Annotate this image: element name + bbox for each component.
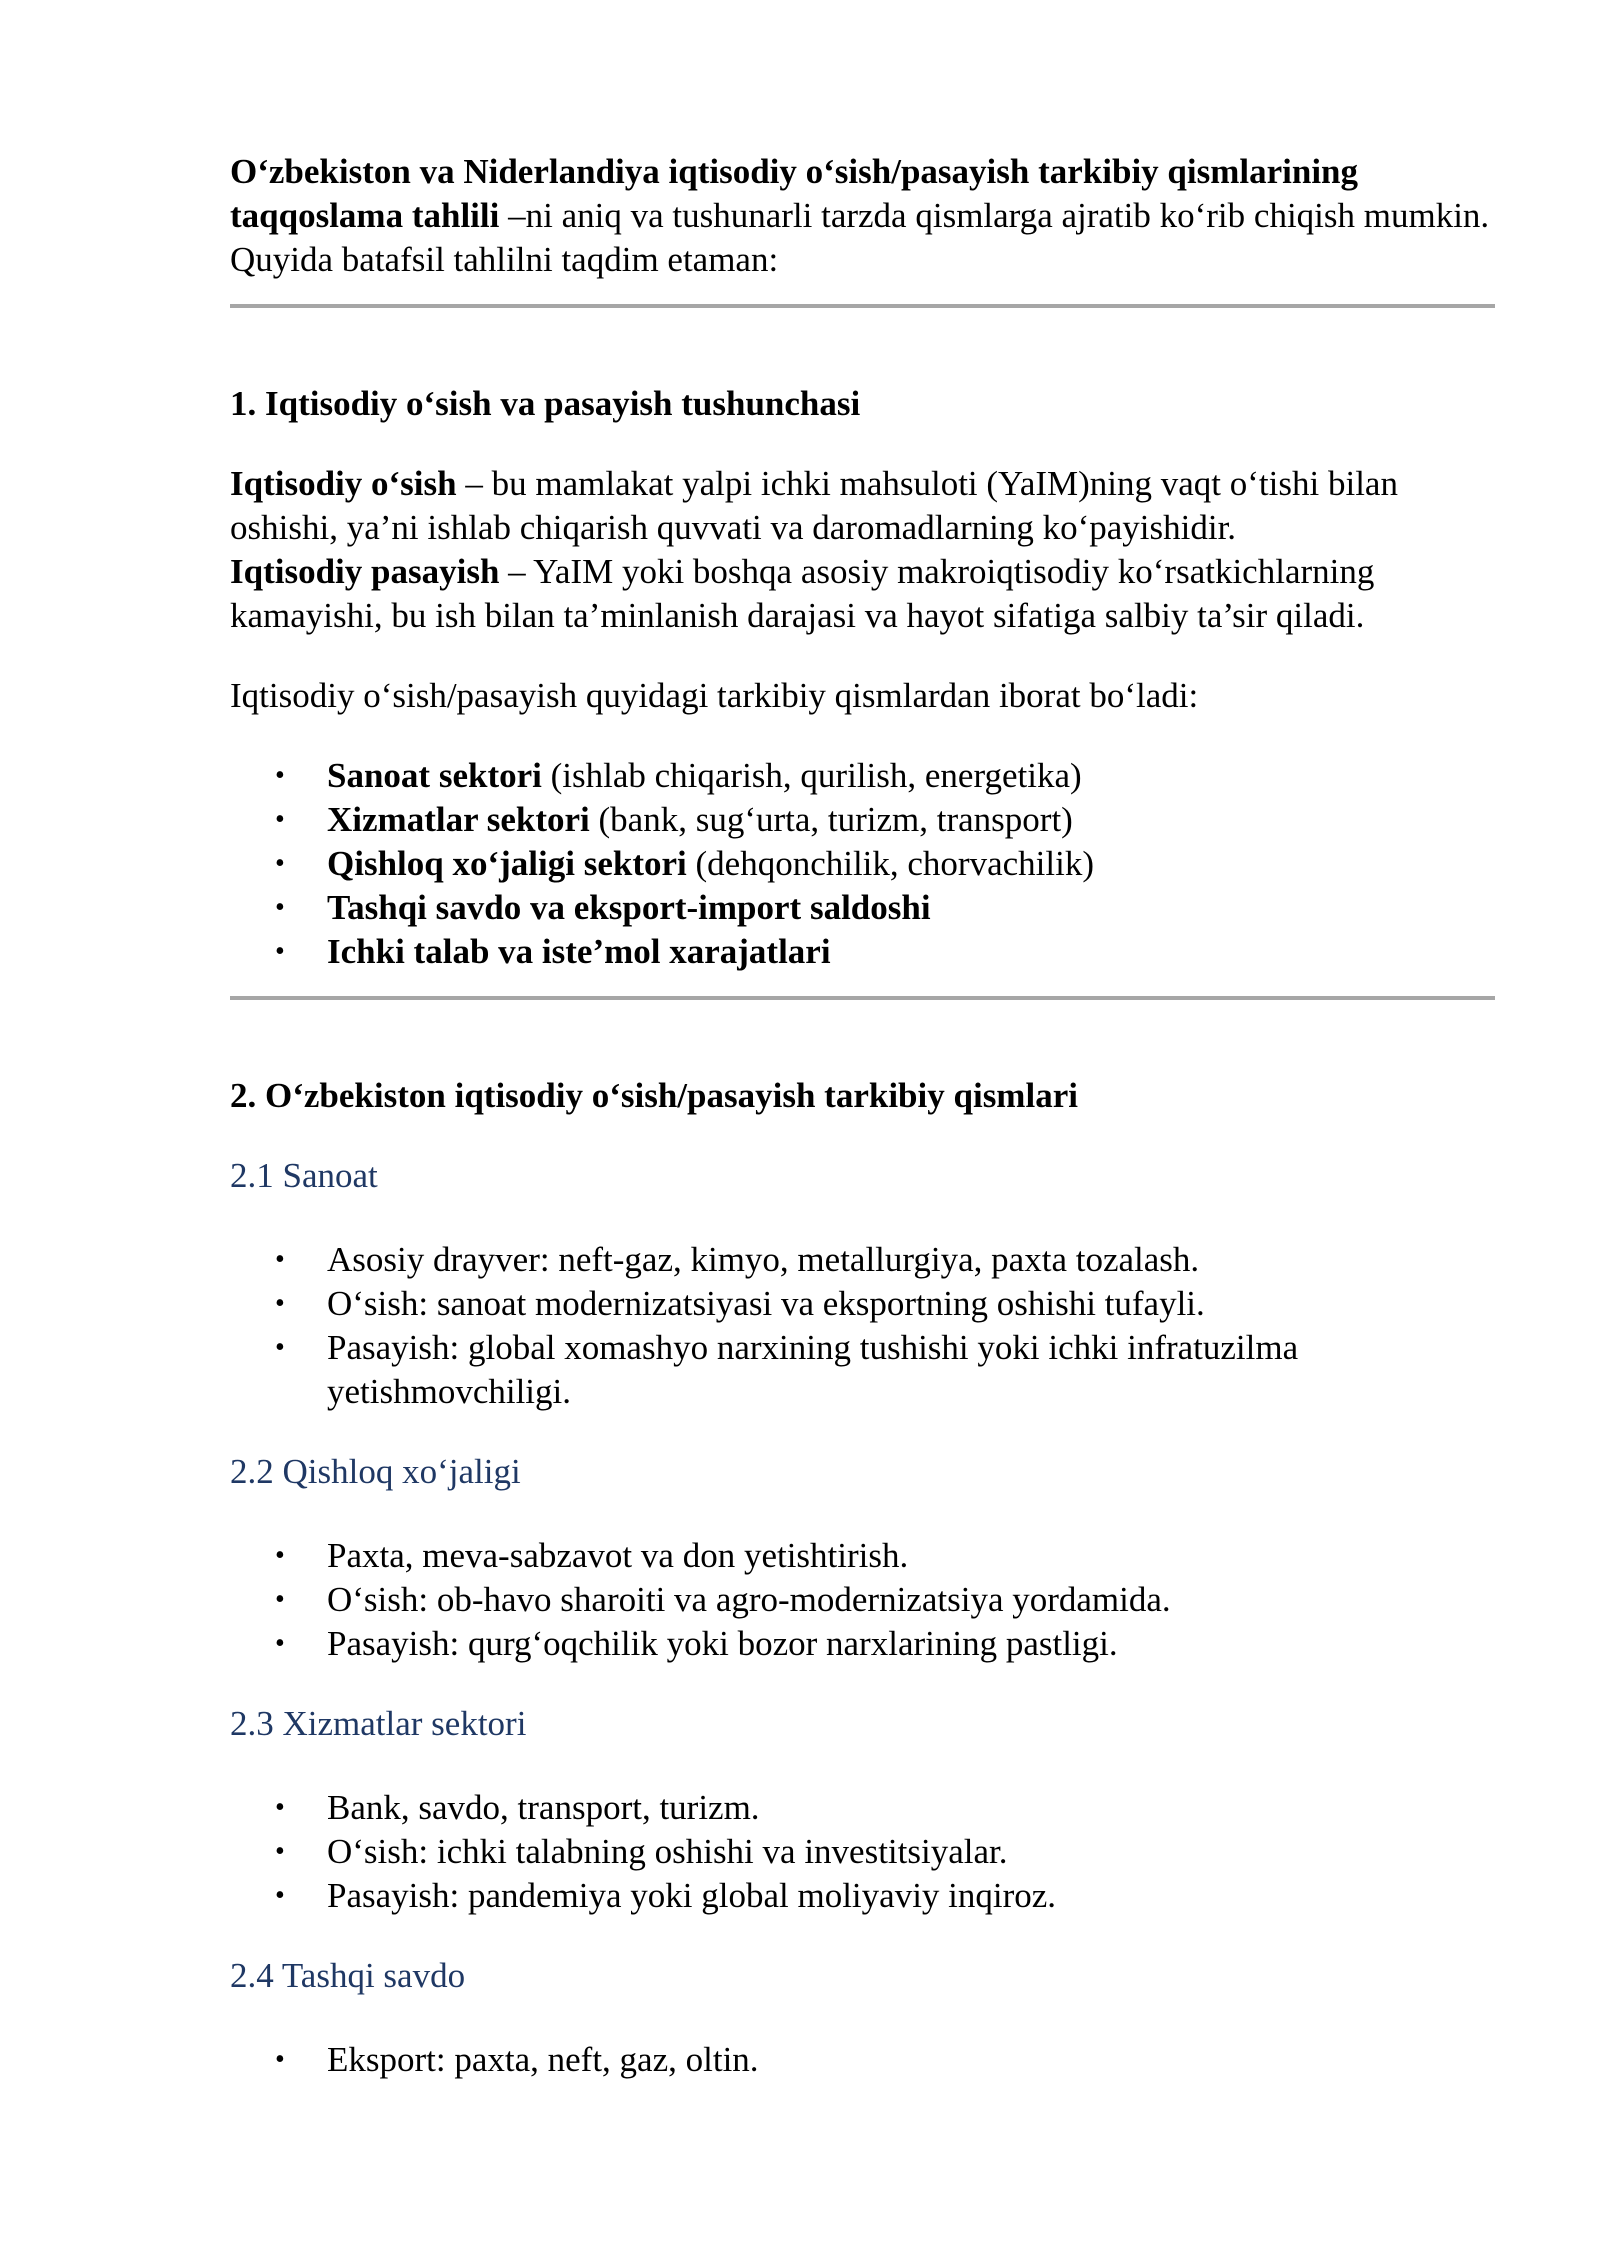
list-item [230, 930, 1495, 974]
list-item-text: Bank, savdo, transport, turizm. [327, 1788, 760, 1827]
list-item [230, 1786, 1495, 1830]
list-item-bold: Xizmatlar sektori [327, 800, 590, 839]
intro-text: –ni aniq va tushunarli tarzda qismlarga ajratib ko‘rib chiqish mumkin. Quyida batafsil tahlilni taqdim etaman: [230, 196, 1490, 279]
bullet-icon: • [275, 804, 285, 835]
list-item-bold: Sanoat sektori [327, 756, 542, 795]
list-item [230, 798, 1495, 842]
subsection-2-1-heading: 2.1 Sanoat [230, 1156, 378, 1195]
list-item [230, 1282, 1495, 1326]
bullet-icon: • [275, 760, 285, 791]
subsection-2-3-list [230, 1786, 1495, 1918]
bullet-icon: • [275, 1540, 285, 1571]
list-item-text: (ishlab chiqarish, qurilish, energetika) [541, 756, 1082, 795]
list-item-text: (dehqonchilik, chorvachilik) [686, 844, 1094, 883]
list-item-bold: Tashqi savdo va eksport-import saldoshi [327, 888, 931, 927]
list-item [230, 2038, 1495, 2082]
bullet-icon: • [275, 1288, 285, 1319]
intro-bold-title: O‘zbekiston va Niderlandiya iqtisodiy o‘sish/pasayish tarkibiy qismlarining taqqoslama tahlili [230, 152, 1359, 235]
list-item-bold: Ichki talab va iste’mol xarajatlari [327, 932, 831, 971]
list-item-text: Pasayish: pandemiya yoki global moliyaviy inqiroz. [327, 1876, 1057, 1915]
list-item [230, 1622, 1495, 1666]
def-decline-text: – YaIM yoki boshqa asosiy makroiqtisodiy ko‘rsatkichlarning kamayishi, bu ish bilan ta’minlanish darajasi va hayot sifatiga salbiy ta’sir qiladi. [230, 552, 1375, 635]
def-growth-term: Iqtisodiy o‘sish [230, 464, 457, 503]
def-growth-text: – bu mamlakat yalpi ichki mahsuloti (YaIM)ning vaqt o‘tishi bilan oshishi, ya’ni ishlab chiqarish quvvati va daromadlarning ko‘payishidir. [230, 464, 1398, 547]
def-decline-term: Iqtisodiy pasayish [230, 552, 500, 591]
list-item-text: Pasayish: global xomashyo narxining tushishi yoki ichki infratuzilma yetishmovchiligi. [327, 1328, 1299, 1411]
list-item [230, 1830, 1495, 1874]
bullet-icon: • [275, 892, 285, 923]
list-item [230, 1534, 1495, 1578]
list-item-text: O‘sish: ichki talabning oshishi va investitsiyalar. [327, 1832, 1008, 1871]
bullet-icon: • [275, 848, 285, 879]
bullet-icon: • [275, 1584, 285, 1615]
document-page [230, 150, 1495, 2082]
divider [230, 996, 1495, 1000]
bullet-icon: • [275, 1332, 285, 1363]
list-item-text: O‘sish: sanoat modernizatsiyasi va eksportning oshishi tufayli. [327, 1284, 1205, 1323]
list-item [230, 1578, 1495, 1622]
bullet-icon: • [275, 1628, 285, 1659]
list-item [230, 1326, 1495, 1414]
divider [230, 304, 1495, 308]
bullet-icon: • [275, 1836, 285, 1867]
section-2-heading: 2. O‘zbekiston iqtisodiy o‘sish/pasayish tarkibiy qismlari [230, 1076, 1078, 1115]
list-item [230, 754, 1495, 798]
bullet-icon: • [275, 2044, 285, 2075]
list-item-text: O‘sish: ob-havo sharoiti va agro-modernizatsiya yordamida. [327, 1580, 1171, 1619]
section-1-heading: 1. Iqtisodiy o‘sish va pasayish tushunchasi [230, 384, 861, 423]
list-item [230, 1874, 1495, 1918]
bullet-icon: • [275, 1244, 285, 1275]
bullet-icon: • [275, 1792, 285, 1823]
subsection-2-4-list [230, 2038, 1495, 2082]
subsection-2-2-list [230, 1534, 1495, 1666]
bullet-icon: • [275, 1880, 285, 1911]
intro-paragraph [230, 150, 1495, 282]
definitions-paragraph [230, 462, 1495, 638]
subsection-2-3-heading: 2.3 Xizmatlar sektori [230, 1704, 527, 1743]
list-item-text: Pasayish: qurg‘oqchilik yoki bozor narxlarining pastligi. [327, 1624, 1118, 1663]
components-intro: Iqtisodiy o‘sish/pasayish quyidagi tarkibiy qismlardan iborat bo‘ladi: [230, 676, 1199, 715]
list-item [230, 1238, 1495, 1282]
list-item [230, 842, 1495, 886]
subsection-2-4-heading: 2.4 Tashqi savdo [230, 1956, 466, 1995]
list-item [230, 886, 1495, 930]
bullet-icon: • [275, 936, 285, 967]
subsection-2-2-heading: 2.2 Qishloq xo‘jaligi [230, 1452, 521, 1491]
list-item-text: Asosiy drayver: neft-gaz, kimyo, metallurgiya, paxta tozalash. [327, 1240, 1200, 1279]
list-item-text: (bank, sug‘urta, turizm, transport) [589, 800, 1073, 839]
list-item-bold: Qishloq xo‘jaligi sektori [327, 844, 687, 883]
list-item-text: Paxta, meva-sabzavot va don yetishtirish. [327, 1536, 909, 1575]
components-list [230, 754, 1495, 974]
subsection-2-1-list [230, 1238, 1495, 1414]
list-item-text: Eksport: paxta, neft, gaz, oltin. [327, 2040, 759, 2079]
